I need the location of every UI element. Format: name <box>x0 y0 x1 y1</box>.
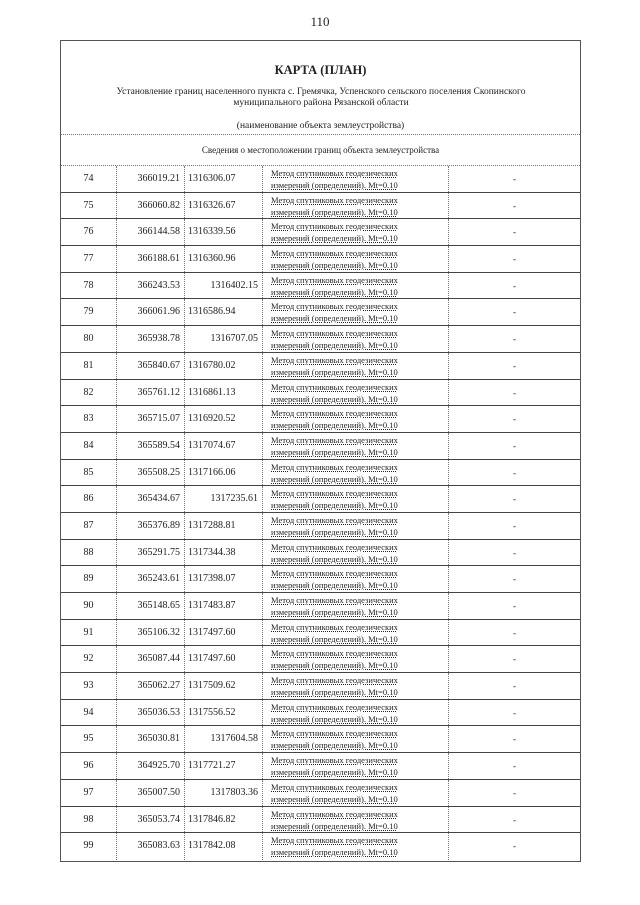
method-line-1: Метод спутниковых геодезических <box>271 568 398 579</box>
coordinate-x: 365062.27 <box>117 673 185 699</box>
method-line-2: измерений (определений). Mt=0.10 <box>271 500 398 511</box>
measurement-method <box>263 219 449 245</box>
extra-info: - <box>513 601 516 611</box>
point-number: 74 <box>61 166 117 192</box>
method-line-2: измерений (определений). Mt=0.10 <box>271 526 398 537</box>
measurement-method <box>263 166 449 192</box>
extra-info: - <box>513 414 516 425</box>
coordinate-y: 1316402.15 <box>185 273 263 299</box>
point-number: 87 <box>61 513 117 539</box>
extra-info: - <box>513 494 516 505</box>
measurement-method <box>263 326 449 352</box>
method-line-2: измерений (определений). Mt=0.10 <box>271 713 398 724</box>
coordinate-x: 366188.61 <box>117 246 185 272</box>
extra-info: - <box>513 387 516 398</box>
method-line-1: Метод спутниковых геодезических <box>271 541 398 552</box>
method-line-1: Метод спутниковых геодезических <box>271 808 398 819</box>
measurement-method <box>263 460 449 486</box>
point-number: 82 <box>61 380 117 406</box>
coordinate-y: 1317509.62 <box>185 673 263 699</box>
extra-info: - <box>513 681 516 692</box>
coordinate-x: 365376.89 <box>117 513 185 539</box>
coordinate-y: 1317604.58 <box>185 726 263 752</box>
method-line-1: Метод спутниковых геодезических <box>271 488 398 499</box>
method-line-2: измерений (определений). Mt=0.10 <box>271 767 398 778</box>
coordinate-x: 365148.65 <box>117 593 185 619</box>
extra-info: - <box>513 520 516 531</box>
coordinate-y: 1316586.94 <box>185 299 263 325</box>
point-number: 86 <box>61 486 117 512</box>
coordinate-y: 1317497.60 <box>185 646 263 672</box>
coordinate-y: 1317483.87 <box>185 593 263 619</box>
method-line-1: Метод спутниковых геодезических <box>271 408 398 419</box>
method-line-1: Метод спутниковых геодезических <box>271 595 398 605</box>
measurement-method <box>263 433 449 459</box>
table-row <box>61 193 580 220</box>
coordinate-y: 1317235.61 <box>185 486 263 512</box>
point-number: 78 <box>61 273 117 299</box>
method-line-1: Метод спутниковых геодезических <box>271 194 398 205</box>
method-line-2: измерений (определений). Mt=0.10 <box>271 180 398 190</box>
coordinate-x: 365761.12 <box>117 380 185 406</box>
coordinates-table <box>61 166 580 860</box>
measurement-method <box>263 833 449 860</box>
table-row <box>61 807 580 834</box>
coordinate-x: 364925.70 <box>117 753 185 779</box>
coordinate-y: 1317074.67 <box>185 433 263 459</box>
method-line-2: измерений (определений). Mt=0.10 <box>271 233 398 244</box>
point-number: 77 <box>61 246 117 272</box>
measurement-method <box>263 486 449 512</box>
coordinate-x: 365715.07 <box>117 406 185 432</box>
measurement-method <box>263 593 449 619</box>
method-line-1: Метод спутниковых геодезических <box>271 648 398 659</box>
coordinate-x: 366243.53 <box>117 273 185 299</box>
coordinate-x: 365030.81 <box>117 726 185 752</box>
point-number: 75 <box>61 193 117 219</box>
coordinate-y: 1317344.38 <box>185 540 263 566</box>
method-line-2: измерений (определений). Mt=0.10 <box>271 206 398 217</box>
coordinate-y: 1317803.36 <box>185 780 263 806</box>
table-row <box>61 326 580 353</box>
coordinate-y: 1316360.96 <box>185 246 263 272</box>
table-row <box>61 646 580 673</box>
method-line-2: измерений (определений). Mt=0.10 <box>271 793 398 804</box>
method-line-2: измерений (определений). Mt=0.10 <box>271 260 398 271</box>
method-line-2: измерений (определений). Mt=0.10 <box>271 687 398 698</box>
measurement-method <box>263 646 449 672</box>
method-line-2: измерений (определений). Mt=0.10 <box>271 313 398 324</box>
coordinate-x: 365291.75 <box>117 540 185 566</box>
coordinate-y: 1317842.08 <box>185 833 263 860</box>
table-row <box>61 620 580 647</box>
coordinate-x: 365840.67 <box>117 353 185 379</box>
method-line-2: измерений (определений). Mt=0.10 <box>271 340 398 351</box>
table-row <box>61 460 580 487</box>
coordinate-y: 1316861.13 <box>185 380 263 406</box>
point-number: 79 <box>61 299 117 325</box>
coordinate-x: 366060.82 <box>117 193 185 219</box>
measurement-method <box>263 807 449 833</box>
coordinate-y: 1316306.07 <box>185 166 263 192</box>
coordinate-x: 365083.63 <box>117 833 185 860</box>
coordinate-y: 1317497.60 <box>185 620 263 646</box>
table-row <box>61 753 580 780</box>
point-number: 90 <box>61 593 117 619</box>
measurement-method <box>263 753 449 779</box>
measurement-method <box>263 193 449 219</box>
coordinate-y: 1316707.05 <box>185 326 263 352</box>
method-line-2: измерений (определений). Mt=0.10 <box>271 660 398 671</box>
measurement-method <box>263 513 449 539</box>
method-line-2: измерений (определений). Mt=0.10 <box>271 553 398 564</box>
method-line-1: Метод спутниковых геодезических <box>271 835 398 846</box>
point-number: 98 <box>61 807 117 833</box>
extra-info: - <box>513 547 516 558</box>
coordinate-y: 1317398.07 <box>185 566 263 592</box>
coordinate-x: 365053.74 <box>117 807 185 833</box>
coordinate-x: 366019.21 <box>117 166 185 192</box>
method-line-1: Метод спутниковых геодезических <box>271 328 398 339</box>
coordinate-y: 1316339.56 <box>185 219 263 245</box>
point-number: 88 <box>61 540 117 566</box>
method-line-2: измерений (определений). Mt=0.10 <box>271 366 398 377</box>
measurement-method <box>263 780 449 806</box>
method-line-1: Метод спутниковых геодезических <box>271 301 398 312</box>
method-line-2: измерений (определений). Mt=0.10 <box>271 580 398 591</box>
table-row <box>61 673 580 700</box>
method-line-2: измерений (определений). Mt=0.10 <box>271 446 398 457</box>
coordinate-x: 365007.50 <box>117 780 185 806</box>
measurement-method <box>263 380 449 406</box>
table-header-block <box>61 41 580 135</box>
coordinate-y: 1317288.81 <box>185 513 263 539</box>
extra-info: - <box>513 707 516 718</box>
coordinate-x: 365938.78 <box>117 326 185 352</box>
method-line-1: Метод спутниковых геодезических <box>271 274 398 285</box>
point-number: 91 <box>61 620 117 646</box>
method-line-1: Метод спутниковых геодезических <box>271 514 398 525</box>
extra-info: - <box>513 254 516 265</box>
extra-info: - <box>513 467 516 478</box>
table-row <box>61 513 580 540</box>
extra-info: - <box>513 761 516 772</box>
object-description: Установление границ населенного пункта с. Гремячка, Успенского сельского поселения Скопинского муниципального района Рязанской области <box>116 87 526 108</box>
coordinate-x: 365087.44 <box>117 646 185 672</box>
map-title: КАРТА (ПЛАН) <box>274 63 367 77</box>
extra-info: - <box>513 814 516 825</box>
extra-info: - <box>513 280 516 291</box>
method-line-1: Метод спутниковых геодезических <box>271 728 398 739</box>
measurement-method <box>263 726 449 752</box>
method-line-1: Метод спутниковых геодезических <box>271 221 398 232</box>
extra-info: - <box>513 627 516 638</box>
point-number: 97 <box>61 780 117 806</box>
coordinate-x: 366061.96 <box>117 299 185 325</box>
extra-info: - <box>513 787 516 798</box>
measurement-method <box>263 273 449 299</box>
point-number: 76 <box>61 219 117 245</box>
table-row <box>61 833 580 860</box>
measurement-method <box>263 246 449 272</box>
extra-info: - <box>513 360 516 371</box>
table-row <box>61 700 580 727</box>
method-line-1: Метод спутниковых геодезических <box>271 781 398 792</box>
measurement-method <box>263 353 449 379</box>
coordinate-x: 366144.58 <box>117 219 185 245</box>
extra-info: - <box>513 334 516 345</box>
method-line-2: измерений (определений). Mt=0.10 <box>271 286 398 297</box>
point-number: 89 <box>61 566 117 592</box>
extra-info: - <box>513 440 516 451</box>
coordinate-y: 1317721.27 <box>185 753 263 779</box>
table-row <box>61 726 580 753</box>
method-line-2: измерений (определений). Mt=0.10 <box>271 473 398 484</box>
table-row <box>61 166 580 193</box>
measurement-method <box>263 673 449 699</box>
boundary-table-frame <box>60 40 581 862</box>
method-line-2: измерений (определений). Mt=0.10 <box>271 393 398 404</box>
point-number: 93 <box>61 673 117 699</box>
page-number: 110 <box>310 14 330 29</box>
coordinate-y: 1317166.06 <box>185 460 263 486</box>
measurement-method <box>263 700 449 726</box>
point-number: 99 <box>61 833 117 860</box>
method-line-1: Метод спутниковых геодезических <box>271 381 398 392</box>
point-number: 81 <box>61 353 117 379</box>
coordinate-y: 1317846.82 <box>185 807 263 833</box>
measurement-method <box>263 299 449 325</box>
coordinate-x: 365106.32 <box>117 620 185 646</box>
point-number: 92 <box>61 646 117 672</box>
method-line-1: Метод спутниковых геодезических <box>271 701 398 712</box>
method-line-1: Метод спутниковых геодезических <box>271 354 398 365</box>
method-line-1: Метод спутниковых геодезических <box>271 248 398 259</box>
section-title: Сведения о местоположении границ объекта землеустройства <box>61 135 580 166</box>
coordinate-y: 1316780.02 <box>185 353 263 379</box>
method-line-2: измерений (определений). Mt=0.10 <box>271 607 398 617</box>
method-line-2: измерений (определений). Mt=0.10 <box>271 820 398 831</box>
coordinate-x: 365036.53 <box>117 700 185 726</box>
point-number: 80 <box>61 326 117 352</box>
method-line-1: Метод спутниковых геодезических <box>271 675 398 686</box>
extra-info: - <box>513 200 516 211</box>
extra-info: - <box>513 841 516 852</box>
method-line-1: Метод спутниковых геодезических <box>271 461 398 472</box>
extra-info: - <box>513 654 516 665</box>
table-row <box>61 540 580 567</box>
table-row <box>61 380 580 407</box>
method-line-1: Метод спутниковых геодезических <box>271 755 398 766</box>
method-line-2: измерений (определений). Mt=0.10 <box>271 740 398 751</box>
point-number: 94 <box>61 700 117 726</box>
method-line-1: Метод спутниковых геодезических <box>271 168 398 178</box>
measurement-method <box>263 540 449 566</box>
table-row <box>61 246 580 273</box>
method-line-2: измерений (определений). Mt=0.10 <box>271 420 398 431</box>
measurement-method <box>263 620 449 646</box>
method-line-1: Метод спутниковых геодезических <box>271 434 398 445</box>
method-line-2: измерений (определений). Mt=0.10 <box>271 847 398 858</box>
table-row <box>61 486 580 513</box>
table-row <box>61 566 580 593</box>
extra-info: - <box>513 307 516 318</box>
point-number: 96 <box>61 753 117 779</box>
measurement-method <box>263 566 449 592</box>
coordinate-y: 1317556.52 <box>185 700 263 726</box>
table-row <box>61 780 580 807</box>
table-row <box>61 433 580 460</box>
coordinate-x: 365243.61 <box>117 566 185 592</box>
point-number: 84 <box>61 433 117 459</box>
object-caption: (наименование объекта землеустройства) <box>236 121 405 131</box>
coordinate-x: 365434.67 <box>117 486 185 512</box>
method-line-2: измерений (определений). Mt=0.10 <box>271 633 398 644</box>
coordinate-y: 1316920.52 <box>185 406 263 432</box>
extra-info: - <box>513 574 516 585</box>
table-row <box>61 219 580 246</box>
coordinate-y: 1316326.67 <box>185 193 263 219</box>
table-row <box>61 273 580 300</box>
table-row <box>61 406 580 433</box>
extra-info: - <box>513 227 516 238</box>
extra-info: - <box>513 174 516 184</box>
coordinate-x: 365508.25 <box>117 460 185 486</box>
point-number: 83 <box>61 406 117 432</box>
table-row <box>61 353 580 380</box>
point-number: 95 <box>61 726 117 752</box>
coordinate-x: 365589.54 <box>117 433 185 459</box>
table-row <box>61 299 580 326</box>
method-line-1: Метод спутниковых геодезических <box>271 621 398 632</box>
table-row <box>61 593 580 620</box>
measurement-method <box>263 406 449 432</box>
point-number: 85 <box>61 460 117 486</box>
extra-info: - <box>513 734 516 745</box>
